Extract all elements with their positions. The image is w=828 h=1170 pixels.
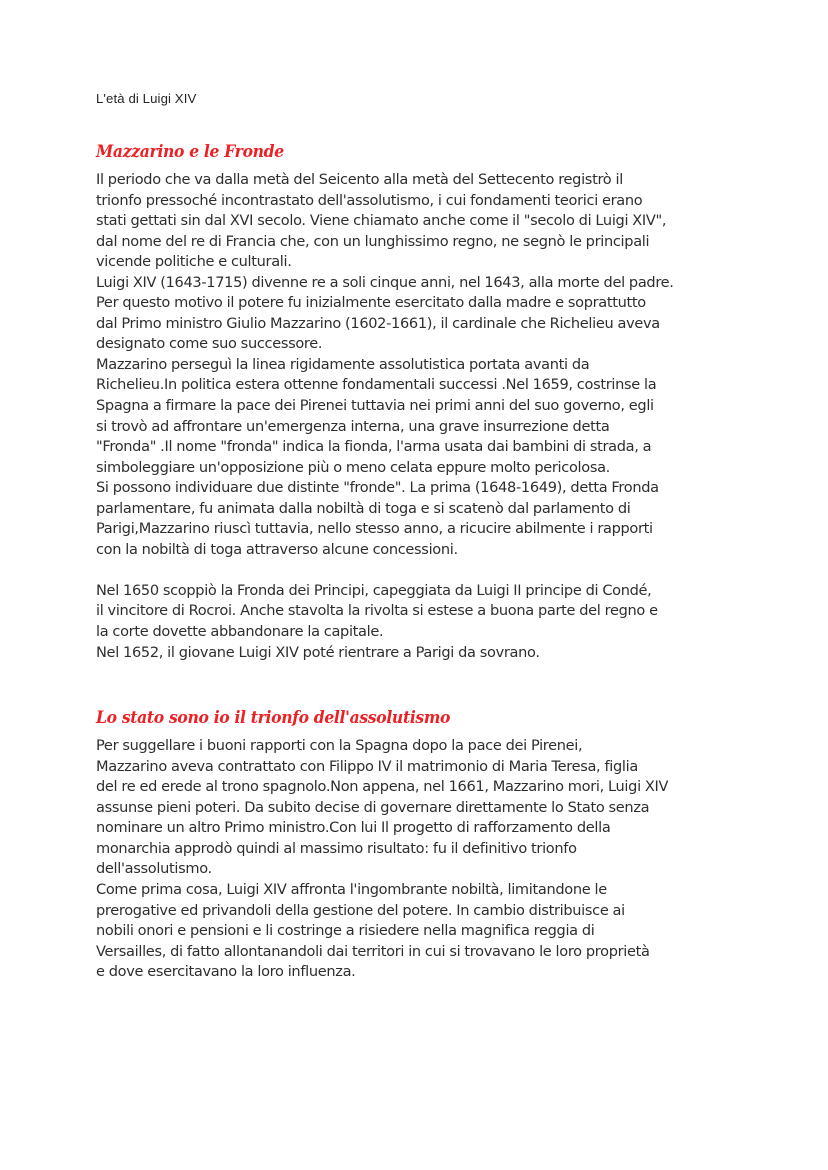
- text-line: stati gettati sin dal XVI secolo. Viene chiamato anche come il "secolo di Luigi XIV",: [96, 212, 667, 230]
- section-heading-mazzarino: Mazzarino e le Fronde: [96, 141, 284, 161]
- paragraph-p2: [96, 273, 732, 355]
- text-line: si trovò ad affrontare un'emergenza interna, una grave insurrezione detta: [96, 417, 610, 435]
- text-line: trionfo pressoché incontrastato dell'assolutismo, i cui fondamenti teorici erano: [96, 191, 643, 209]
- section-spacer: [96, 663, 732, 707]
- text-line: nominare un altro Primo ministro.Con lui Il progetto di rafforzamento della: [96, 819, 611, 837]
- text-line: Si possono individuare due distinte "fronde". La prima (1648-1649), detta Fronda: [96, 479, 659, 497]
- page-title: L'età di Luigi XIV: [96, 91, 197, 106]
- text-line: Spagna a firmare la pace dei Pirenei tuttavia nei primi anni del suo governo, egli: [96, 397, 654, 415]
- text-line: monarchia approdò quindi al massimo risultato: fu il definitivo trionfo: [96, 839, 577, 857]
- text-line: Richelieu.In politica estera ottenne fondamentali successi .Nel 1659, costrinse la: [96, 376, 657, 394]
- text-line: il vincitore di Rocroi. Anche stavolta la rivolta si estese a buona parte del regno e: [96, 602, 658, 620]
- text-line: vicende politiche e culturali.: [96, 253, 292, 271]
- text-line: Per suggellare i buoni rapporti con la Spagna dopo la pace dei Pirenei,: [96, 737, 583, 755]
- text-line: nobili onori e pensioni e li costringe a risiedere nella magnifica reggia di: [96, 922, 595, 940]
- text-line: assunse pieni poteri. Da subito decise di governare direttamente lo Stato senza: [96, 798, 650, 816]
- paragraph-p7: [96, 736, 732, 880]
- text-line: Per questo motivo il potere fu inizialmente esercitato dalla madre e soprattutto: [96, 294, 646, 312]
- text-line: simboleggiare un'opposizione più o meno celata eppure molto pericolosa.: [96, 458, 610, 476]
- text-line: Mazzarino aveva contrattato con Filippo IV il matrimonio di Maria Teresa, figlia: [96, 757, 638, 775]
- text-line: del re ed erede al trono spagnolo.Non appena, nel 1661, Mazzarino mori, Luigi XIV: [96, 778, 669, 796]
- paragraph-p5: [96, 581, 732, 643]
- text-line: la corte dovette abbandonare la capitale.: [96, 623, 384, 641]
- document-content: [96, 90, 732, 983]
- paragraph-p4: [96, 478, 732, 560]
- text-line: "Fronda" .Il nome "fronda" indica la fionda, l'arma usata dai bambini di strada, a: [96, 438, 652, 456]
- text-line: con la nobiltà di toga attraverso alcune concessioni.: [96, 540, 458, 558]
- text-line: prerogative ed privandoli della gestione del potere. In cambio distribuisce ai: [96, 901, 625, 919]
- text-line: Come prima cosa, Luigi XIV affronta l'ingombrante nobiltà, limitandone le: [96, 880, 607, 898]
- paragraph-spacer: [96, 560, 732, 581]
- paragraph-p3: [96, 355, 732, 478]
- section-heading-assolutismo: Lo stato sono io il trionfo dell'assolutismo: [96, 707, 451, 728]
- text-line: Mazzarino perseguì la linea rigidamente assolutistica portata avanti da: [96, 355, 590, 373]
- text-line: Il periodo che va dalla metà del Seicento alla metà del Settecento registrò il: [96, 171, 623, 188]
- paragraph-p8: [96, 880, 732, 983]
- text-line: Nel 1650 scoppiò la Fronda dei Principi, capeggiata da Luigi II principe di Condé,: [96, 581, 652, 599]
- text-line: dell'assolutismo.: [96, 860, 212, 878]
- text-line: Versailles, di fatto allontanandoli dai territori in cui si trovavano le loro proprietà: [96, 942, 650, 960]
- paragraph-p1: [96, 170, 732, 273]
- paragraph-p6: [96, 643, 732, 664]
- text-line: designato come suo successore.: [96, 335, 323, 353]
- text-line: Nel 1652, il giovane Luigi XIV poté rientrare a Parigi da sovrano.: [96, 643, 540, 661]
- text-line: Luigi XIV (1643-1715) divenne re a soli cinque anni, nel 1643, alla morte del padre.: [96, 273, 674, 291]
- text-line: e dove esercitavano la loro influenza.: [96, 963, 356, 981]
- text-line: Parigi,Mazzarino riuscì tuttavia, nello stesso anno, a ricucire abilmente i rapporti: [96, 520, 653, 538]
- text-line: dal Primo ministro Giulio Mazzarino (1602-1661), il cardinale che Richelieu aveva: [96, 314, 660, 332]
- text-line: parlamentare, fu animata dalla nobiltà di toga e si scatenò dal parlamento di: [96, 499, 631, 517]
- text-line: dal nome del re di Francia che, con un lunghissimo regno, ne segnò le principali: [96, 232, 650, 250]
